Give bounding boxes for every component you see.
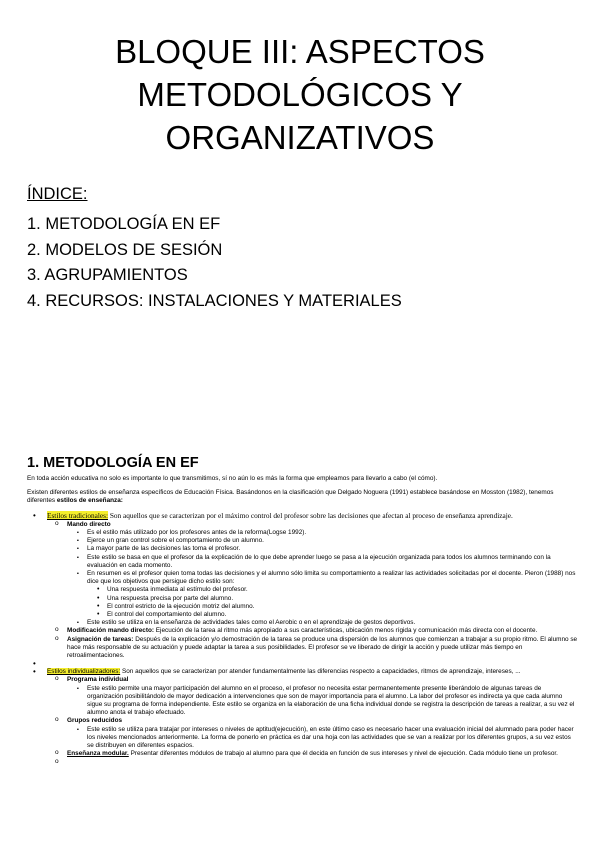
modular-text: Presentar diferentes módulos de trabajo al alumno para que él decida en función de sus intereses y nivel de ejecución. Cada módulo tiene un profesor.: [128, 750, 558, 758]
title-line: BLOQUE III: ASPECTOS: [115, 33, 485, 70]
empty-item: [47, 759, 579, 767]
index-item: 2. MODELOS DE SESIÓN: [27, 240, 223, 259]
programa-label: Programa individual: [67, 676, 129, 684]
title-line: ORGANIZATIVOS: [165, 119, 435, 156]
asignacion-item: [47, 636, 579, 661]
programa-list: [67, 685, 579, 718]
list-item: ▪ Es el estilo más utilizado por los profesores antes de la reforma(Logse 1992).: [67, 529, 579, 537]
styles-intro-bold: estilos de enseñanza:: [56, 497, 123, 505]
intro-paragraph: En toda acción educativa no solo es importante lo que transmitimos, sí no aún lo es más la forma que empleamos para llevarlo a cabo (el cómo).: [27, 475, 438, 482]
individual-styles-text: Son aquellos que se caracterizan por atender fundamentalmente las diferencias respecto a capacidades, ritmos de aprendizaje, intereses, ...: [120, 668, 521, 676]
traditional-sublist: [47, 521, 579, 660]
grupos-item: [47, 717, 579, 750]
objective-item: • El control estricto de la ejecución motriz del alumno.: [87, 603, 579, 611]
mando-directo-item: [47, 521, 579, 628]
section-body: [27, 475, 579, 767]
modular-label: Enseñanza modular.: [67, 750, 129, 758]
page-title: [0, 30, 600, 159]
objective-item: • El control del comportamiento del alumno.: [87, 611, 579, 619]
traditional-styles-label: Estilos tradicionales:: [47, 510, 108, 520]
asignacion-label: Asignación de tareas:: [67, 635, 134, 643]
individual-sublist: [47, 676, 579, 766]
styles-intro-text: Existen diferentes estilos de enseñanza específicos de Educación Física. Basándonos en la clasificación que Delgado Noguera (1991) establece basándose en Mosston (1982), tenemos diferentes: [27, 489, 554, 505]
section-heading: 1. METODOLOGÍA EN EF: [27, 455, 199, 471]
traditional-styles-item: [27, 512, 579, 661]
list-item: ▪ Este estilo se basa en que el profesor da la explicación de lo que debe aprender luego se pasa a la ejecución organizada para todos los alumnos terminando con la evaluación en cada momento.: [67, 554, 579, 570]
individual-styles-label: Estilos individualizadores:: [47, 668, 121, 676]
grupos-list: [67, 726, 579, 751]
modificacion-label: Modificación mando directo:: [67, 627, 154, 635]
index-item: 1. METODOLOGÍA EN EF: [27, 215, 221, 233]
spacer: [27, 660, 579, 668]
modificacion-text: Ejecución de la tarea al ritmo más apropiado a sus características, ubicación menos rígida y comunicación más directa con el docente.: [154, 627, 538, 635]
index-heading: ÍNDICE:: [27, 185, 88, 203]
styles-intro-paragraph: [27, 489, 579, 505]
asignacion-text: Después de la explicación y/o demostración de la tarea se produce una dispersión de los alumnos que comienzan a trabajar a su propio ritmo. El alumno se hace más responsable de su actuación y puede adaptar la tarea a sus posibilidades. El profesor se ve liberado de dirigir la acción y puede utilizar más tiempo en retroalimentaciones.: [67, 635, 578, 660]
objective-item: • Una respuesta inmediata al estímulo del profesor.: [87, 586, 579, 594]
mando-directo-label: Mando directo: [67, 520, 111, 528]
modular-item: [47, 750, 579, 758]
modificacion-item: [47, 627, 579, 635]
index-item: 4. RECURSOS: INSTALACIONES Y MATERIALES: [27, 292, 402, 311]
list-item: ▪ Ejerce un gran control sobre el comportamiento de un alumno.: [67, 537, 579, 545]
objective-item: • Una respuesta precisa por parte del alumno.: [87, 595, 579, 603]
programa-item: [47, 676, 579, 717]
index-section: [27, 183, 402, 315]
list-item: ▪ La mayor parte de las decisiones las toma el profesor.: [67, 545, 579, 553]
list-item-text: En resumen es el profesor quien toma todas las decisiones y el alumno sólo limita su comportamiento a realizar las actividades solicitadas por el docente. Pieron (1988) nos dice que los objetivos que persigue dicho estilo son:: [87, 570, 576, 586]
list-item: ▪ Este estilo permite una mayor participación del alumno en el proceso, el profesor no necesita estar permanentemente presente liberándolo de algunas tareas de organización posibilitándolo de mayor dedicación a intervenciones que son de mayor importancia para el alumno. La labor del profesor es indirecta ya que cada alumno sigue su programa de forma independiente. Este estilo se organiza en la elaboración de una ficha individual donde se registra la descripción de tareas a realizar, a su vez el alumno anota el trabajo efectuado.: [67, 685, 579, 718]
list-item: [67, 570, 579, 619]
index-item: 3. AGRUPAMIENTOS: [27, 266, 188, 285]
title-line: METODOLÓGICOS Y: [137, 76, 463, 113]
mando-directo-list: [67, 529, 579, 627]
objectives-list: [87, 586, 579, 619]
individual-styles-item: [27, 668, 579, 766]
styles-list: [27, 512, 579, 767]
list-item: ▪ Este estilo se utiliza para tratajar por intereses o niveles de aptitud(ejecución), en este último caso es necesario hacer una evaluación inicial del alumnado para poder hacer los niveles mencionados anteriormente. La forma de ponerlo en práctica es dar una hoja con las actividades que se van a realizar por los diferentes grupos, a su vez estos se distribuyen en diferentes espacios.: [67, 726, 579, 751]
grupos-label: Grupos reducidos: [67, 717, 123, 725]
list-item: ▪ Este estilo se utiliza en la enseñanza de actividades tales como el Aerobic o en el aprendizaje de gestos deportivos.: [67, 619, 579, 627]
traditional-styles-text: Son aquellos que se caracterizan por el máximo control del profesor sobre las decisiones que afectan al proceso de enseñanza aprendizaje.: [108, 510, 513, 520]
